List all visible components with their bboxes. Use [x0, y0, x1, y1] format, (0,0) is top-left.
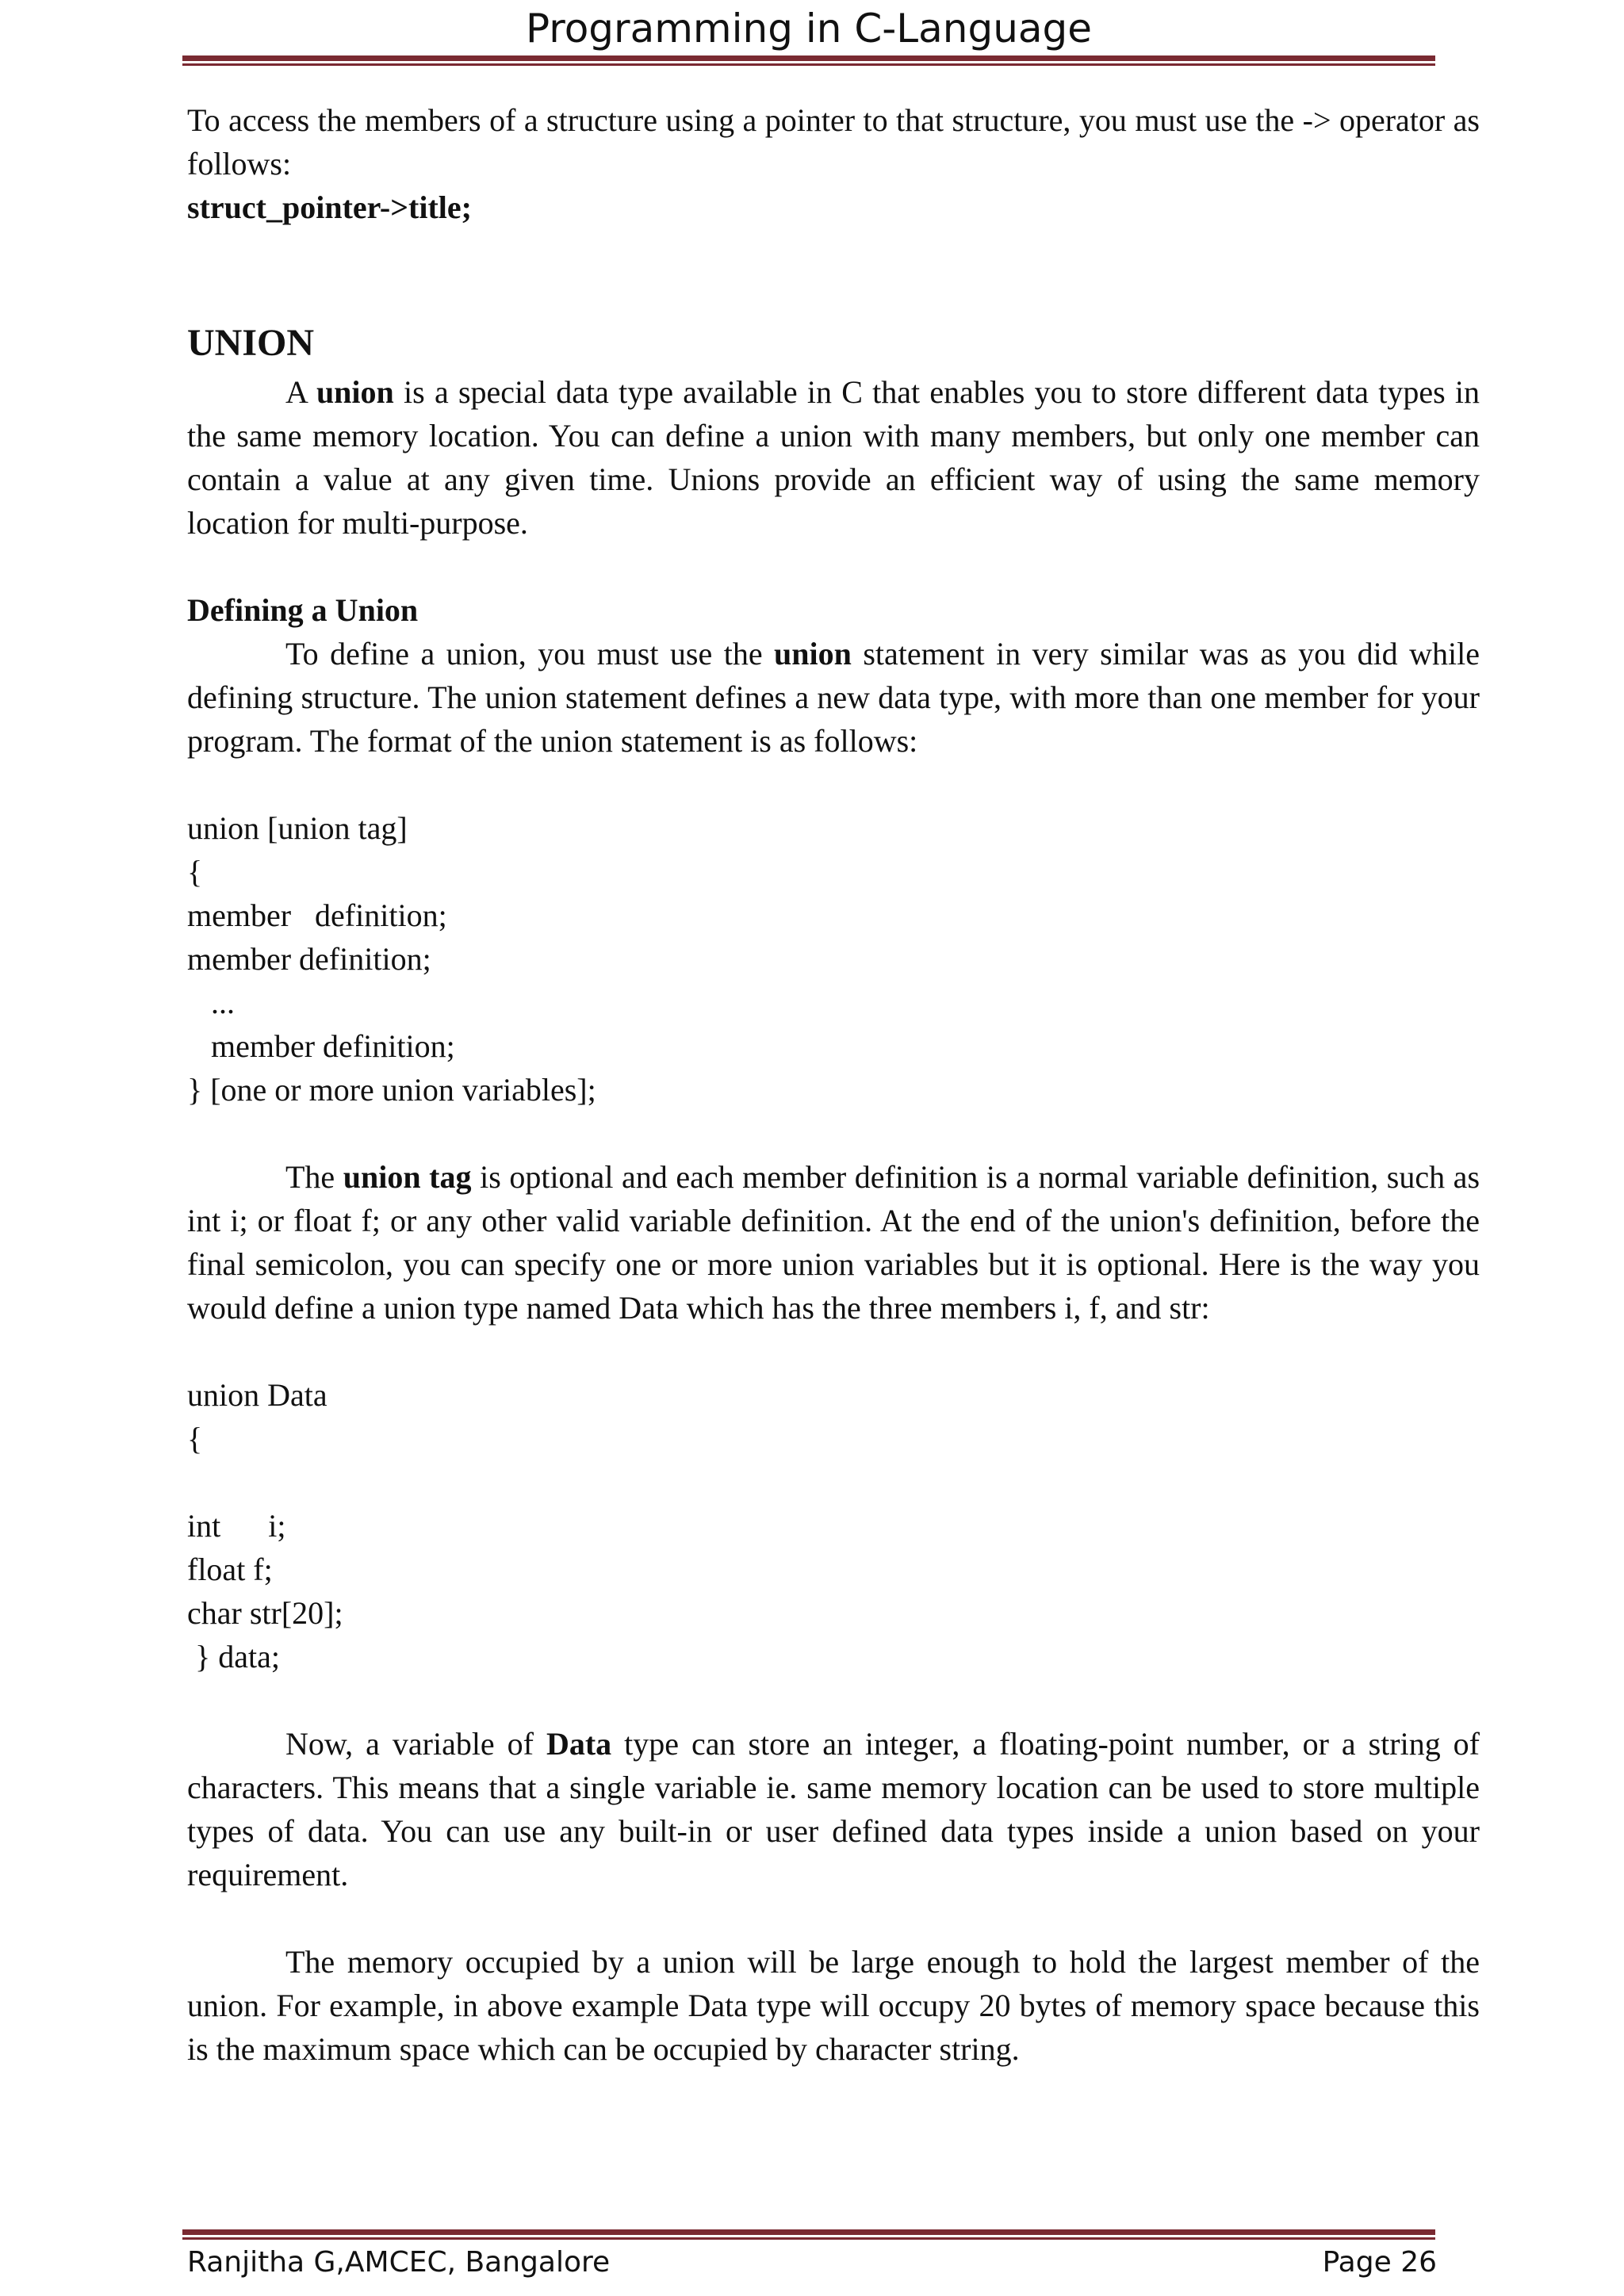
- intro-paragraph: To access the members of a structure using a pointer to that structure, you must use the -> operator as follows:: [187, 102, 1480, 182]
- example-line: int i;: [187, 1508, 286, 1544]
- syntax-line: {: [187, 854, 203, 890]
- intro-code-line: struct_pointer->title;: [187, 189, 472, 225]
- union-statement-bold: union: [774, 636, 852, 672]
- union-example-block: [187, 1373, 1480, 1678]
- example-line: {: [187, 1421, 203, 1456]
- syntax-line: member definition;: [187, 1028, 455, 1064]
- syntax-line: ...: [187, 985, 235, 1020]
- section-heading-defining-union: Defining a Union: [187, 592, 419, 628]
- union-tag-paragraph: The union tag is optional and each member definition is a normal variable definition, such as int i; or float f; or any other valid variable definition. At the end of the union's definition, before the final semicolon, you can specify one or more union variables but it is optional. Here is the way you would define a union type named Data which has the three members i, f, and str:: [187, 1159, 1480, 1326]
- union-tag-bold: union tag: [343, 1159, 472, 1195]
- page-body: [187, 98, 1480, 2071]
- data-keyword-bold: Data: [546, 1726, 612, 1762]
- data-type-paragraph: Now, a variable of Data type can store an integer, a floating-point number, or a string of characters. This means that a single variable ie. same memory location can be used to store multiple types of data. You can use any built-in or user defined data types inside a union based on your requirement.: [187, 1726, 1480, 1892]
- union-syntax-block: [187, 806, 1480, 1112]
- defining-union-paragraph: To define a union, you must use the union statement in very similar was as you did while defining structure. The union statement defines a new data type, with more than one member for your program. The format of the union statement is as follows:: [187, 636, 1480, 759]
- syntax-line: member definition;: [187, 941, 431, 977]
- union-keyword-bold: union: [316, 374, 394, 410]
- page-header-title: Programming in C-Language: [525, 6, 1093, 52]
- footer-author: Ranjitha G,AMCEC, Bangalore: [187, 2246, 611, 2279]
- syntax-line: union [union tag]: [187, 810, 408, 846]
- example-line: union Data: [187, 1377, 327, 1413]
- syntax-line: } [one or more union variables];: [187, 1072, 596, 1108]
- union-intro-paragraph: A union is a special data type available in C that enables you to store different data types in the same memory location. You can define a union with many members, but only one member can contain a value at any given time. Unions provide an efficient way of using the same memory location for multi-purpose.: [187, 374, 1480, 541]
- footer-rule: [182, 2229, 1435, 2240]
- header-rule: [182, 55, 1435, 66]
- section-heading-union: UNION: [187, 322, 315, 364]
- memory-paragraph: The memory occupied by a union will be large enough to hold the largest member of the union. For example, in above example Data type will occupy 20 bytes of memory space because this is the maximum space which can be occupied by character string.: [187, 1944, 1480, 2067]
- example-line: } data;: [187, 1639, 280, 1674]
- syntax-line: member definition;: [187, 897, 447, 933]
- example-line: char str[20];: [187, 1595, 343, 1631]
- example-line: float f;: [187, 1552, 273, 1587]
- footer-page-number: Page 26: [1322, 2246, 1437, 2279]
